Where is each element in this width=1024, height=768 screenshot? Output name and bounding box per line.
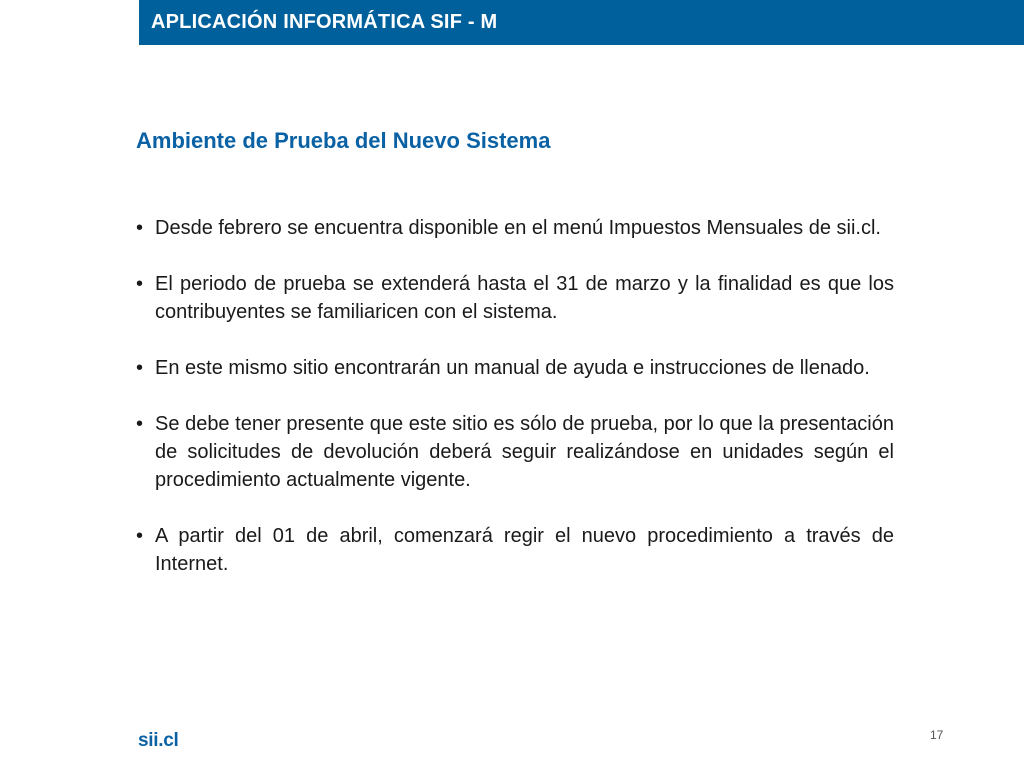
bullet-item xyxy=(136,270,894,326)
header-title: APLICACIÓN INFORMÁTICA SIF - M xyxy=(151,11,498,33)
bullet-item xyxy=(136,522,894,578)
bullet-text: A partir del 01 de abril, comenzará regir el nuevo procedimiento a través de Internet. xyxy=(155,525,894,575)
bullet-item xyxy=(136,410,894,494)
bullet-item xyxy=(136,214,894,242)
bullet-text: En este mismo sitio encontrarán un manual de ayuda e instrucciones de llenado. xyxy=(155,357,870,379)
bullet-text: Se debe tener presente que este sitio es sólo de prueba, por lo que la presentación de solicitudes de devolución deberá seguir realizándose en unidades según el procedimiento actualmente vigente. xyxy=(155,413,894,491)
bullet-icon: • xyxy=(136,525,144,547)
bullet-icon: • xyxy=(136,217,144,239)
page-title: Ambiente de Prueba del Nuevo Sistema xyxy=(136,128,551,153)
bullet-text: El periodo de prueba se extenderá hasta el 31 de marzo y la finalidad es que los contribuyentes se familiaricen con el sistema. xyxy=(155,273,894,323)
bullet-icon: • xyxy=(136,273,144,295)
bullet-icon: • xyxy=(136,413,144,435)
bullet-text: Desde febrero se encuentra disponible en el menú Impuestos Mensuales de sii.cl. xyxy=(155,217,881,239)
sii-logo: sii.cl xyxy=(138,730,179,751)
bullet-item xyxy=(136,354,894,382)
bullet-icon: • xyxy=(136,357,144,379)
bullet-list xyxy=(136,214,894,606)
header-bar xyxy=(139,0,1024,45)
page-number: 17 xyxy=(930,728,944,742)
